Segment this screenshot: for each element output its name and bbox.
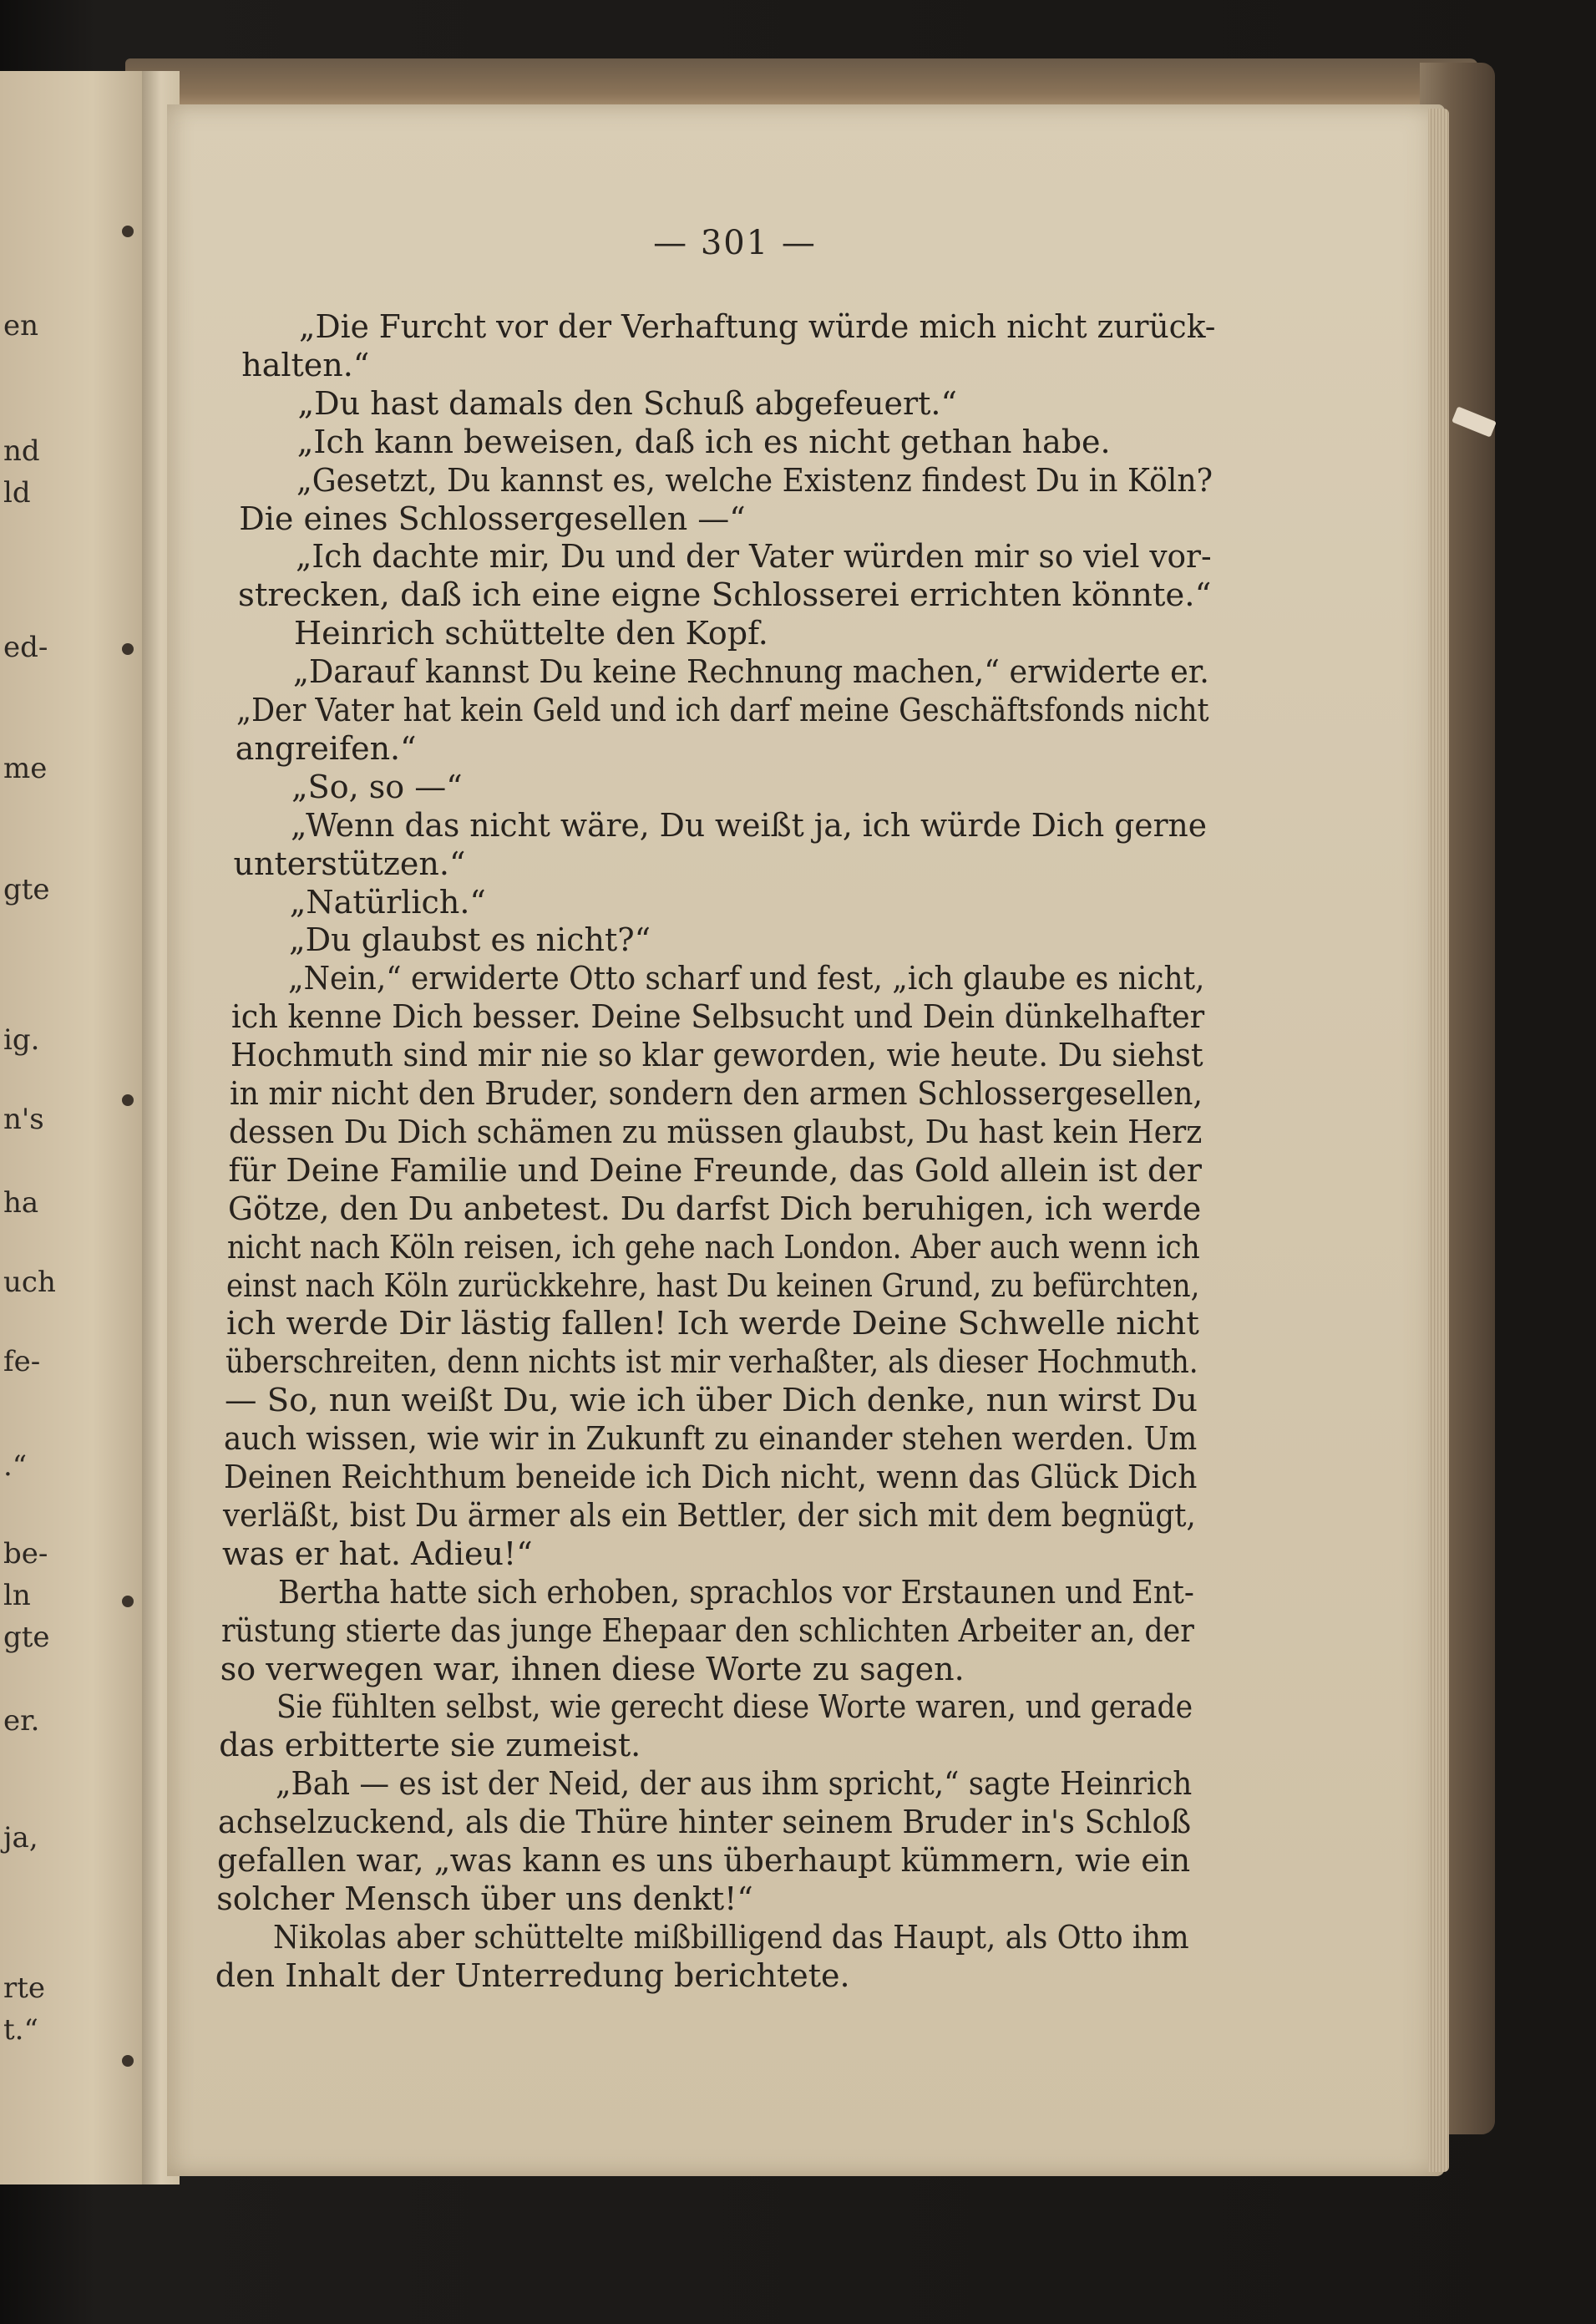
left-page-fragment: nd <box>3 434 40 468</box>
text-line: „Die Furcht vor der Verhaftung würde mich nicht zurück- <box>299 308 1216 345</box>
binding-mark <box>122 2055 134 2067</box>
text-line: rüstung stierte das junge Ehepaar den schlichten Arbeiter an, der <box>220 1611 1194 1649</box>
binding-mark <box>122 1094 134 1106</box>
text-line: Bertha hatte sich erhoben, sprachlos vor Erstaunen und Ent- <box>278 1573 1195 1611</box>
text-line: — So, nun weißt Du, wie ich über Dich denke, nun wirst Du <box>225 1382 1198 1419</box>
left-page-fragment: ld <box>3 476 31 510</box>
left-page-fragment: uch <box>3 1266 56 1299</box>
text-line: den Inhalt der Unterredung berichtete. <box>215 1956 850 1994</box>
text-line: „Ich dachte mir, Du und der Vater würden mir so viel vor- <box>295 538 1212 576</box>
left-page-fragment: fe- <box>3 1345 41 1378</box>
binding-mark <box>122 643 134 655</box>
left-page-fragment: be- <box>3 1537 48 1570</box>
text-line: so verwegen war, ihnen diese Worte zu sagen. <box>220 1650 965 1687</box>
text-line: dessen Du Dich schämen zu müssen glaubst, Du hast kein Herz <box>229 1113 1203 1150</box>
left-page-fragment: t.“ <box>3 2013 38 2047</box>
text-line: „Wenn das nicht wäre, Du weißt ja, ich würde Dich gerne <box>291 806 1208 844</box>
page-number: — 301 — <box>653 224 817 262</box>
text-line: ich kenne Dich besser. Deine Selbsucht und Dein dünkelhafter <box>231 998 1204 1036</box>
left-page-fragment: n's <box>3 1103 44 1136</box>
text-line: in mir nicht den Bruder, sondern den armen Schlossergesellen, <box>230 1075 1203 1112</box>
text-line: achselzuckend, als die Thüre hinter seinem Bruder in's Schloß <box>217 1804 1191 1841</box>
left-page <box>0 71 155 2184</box>
left-page-fragment: gte <box>3 873 50 906</box>
text-line: „Ich kann beweisen, daß ich es nicht gethan habe. <box>296 423 1111 460</box>
text-line: „Du hast damals den Schuß abgefeuert.“ <box>297 384 957 422</box>
text-line: „Du glaubst es nicht?“ <box>289 921 651 959</box>
text-line: für Deine Familie und Deine Freunde, das Gold allein ist der <box>228 1151 1202 1189</box>
binding-mark <box>122 226 134 237</box>
text-line: „Natürlich.“ <box>289 883 486 921</box>
left-page-fragment: ig. <box>3 1023 40 1057</box>
text-line: überschreiten, denn nichts ist mir verhaßter, als dieser Hochmuth. <box>225 1343 1198 1381</box>
text-line: unterstützen.“ <box>233 845 466 882</box>
text-line: Nikolas aber schüttelte mißbilligend das Haupt, als Otto ihm <box>272 1918 1189 1956</box>
text-line: „Nein,“ erwiderte Otto scharf und fest, „ich glaube es nicht, <box>288 960 1205 997</box>
text-line: strecken, daß ich eine eigne Schlosserei errichten könnte.“ <box>237 576 1212 614</box>
text-line: einst nach Köln zurückkehre, hast Du keinen Grund, zu befürchten, <box>226 1266 1200 1304</box>
text-line: Hochmuth sind mir nie so klar geworden, wie heute. Du siehst <box>230 1037 1203 1074</box>
left-page-fragment: me <box>3 752 48 785</box>
text-line: auch wissen, wie wir in Zukunft zu einander stehen werden. Um <box>224 1420 1198 1458</box>
text-line: „Gesetzt, Du kannst es, welche Existenz findest Du in Köln? <box>296 461 1213 499</box>
text-line: nicht nach Köln reisen, ich gehe nach London. Aber auch wenn ich <box>227 1228 1200 1266</box>
left-page-fragment: ha <box>3 1186 39 1220</box>
left-page-fragment: .“ <box>3 1449 28 1483</box>
text-line: „So, so —“ <box>291 768 463 805</box>
binding-mark <box>122 1596 134 1607</box>
left-page-fragment: rte <box>3 1971 46 2005</box>
text-line: das erbitterte sie zumeist. <box>219 1727 641 1764</box>
text-line: Deinen Reichthum beneide ich Dich nicht, wenn das Glück Dich <box>223 1459 1197 1495</box>
text-line: solcher Mensch über uns denkt!“ <box>216 1880 753 1917</box>
text-line: ich werde Dir lästig fallen! Ich werde Deine Schwelle nicht <box>225 1305 1199 1342</box>
left-page-fragment: ed- <box>3 631 48 664</box>
left-page-fragment: ja, <box>3 1821 38 1855</box>
left-page-fragment: er. <box>3 1704 40 1738</box>
text-line: Heinrich schüttelte den Kopf. <box>294 615 768 652</box>
text-line: angreifen.“ <box>235 729 417 767</box>
text-line: Die eines Schlossergesellen —“ <box>239 500 746 537</box>
left-page-fragment: gte <box>3 1621 50 1654</box>
text-line: Sie fühlten selbst, wie gerecht diese Worte waren, und gerade <box>276 1688 1193 1726</box>
page-edges <box>1428 109 1449 2172</box>
text-line: Götze, den Du anbetest. Du darfst Dich beruhigen, ich werde <box>227 1190 1201 1227</box>
left-page-fragment: ln <box>3 1579 31 1612</box>
left-page-fragment: en <box>3 309 39 343</box>
text-line: was er hat. Adieu!“ <box>222 1535 533 1572</box>
text-line: „Der Vater hat kein Geld und ich darf meine Geschäftsfonds nicht <box>236 692 1209 728</box>
text-line: verläßt, bist Du ärmer als ein Bettler, der sich mit dem begnügt, <box>222 1496 1196 1534</box>
text-line: „Darauf kannst Du keine Rechnung machen,“ erwiderte er. <box>293 653 1210 691</box>
text-line: gefallen war, „was kann es uns überhaupt kümmern, wie ein <box>217 1842 1191 1879</box>
text-line: „Bah — es ist der Neid, der aus ihm spricht,“ sagte Heinrich <box>275 1765 1192 1803</box>
text-line: halten.“ <box>241 346 370 383</box>
